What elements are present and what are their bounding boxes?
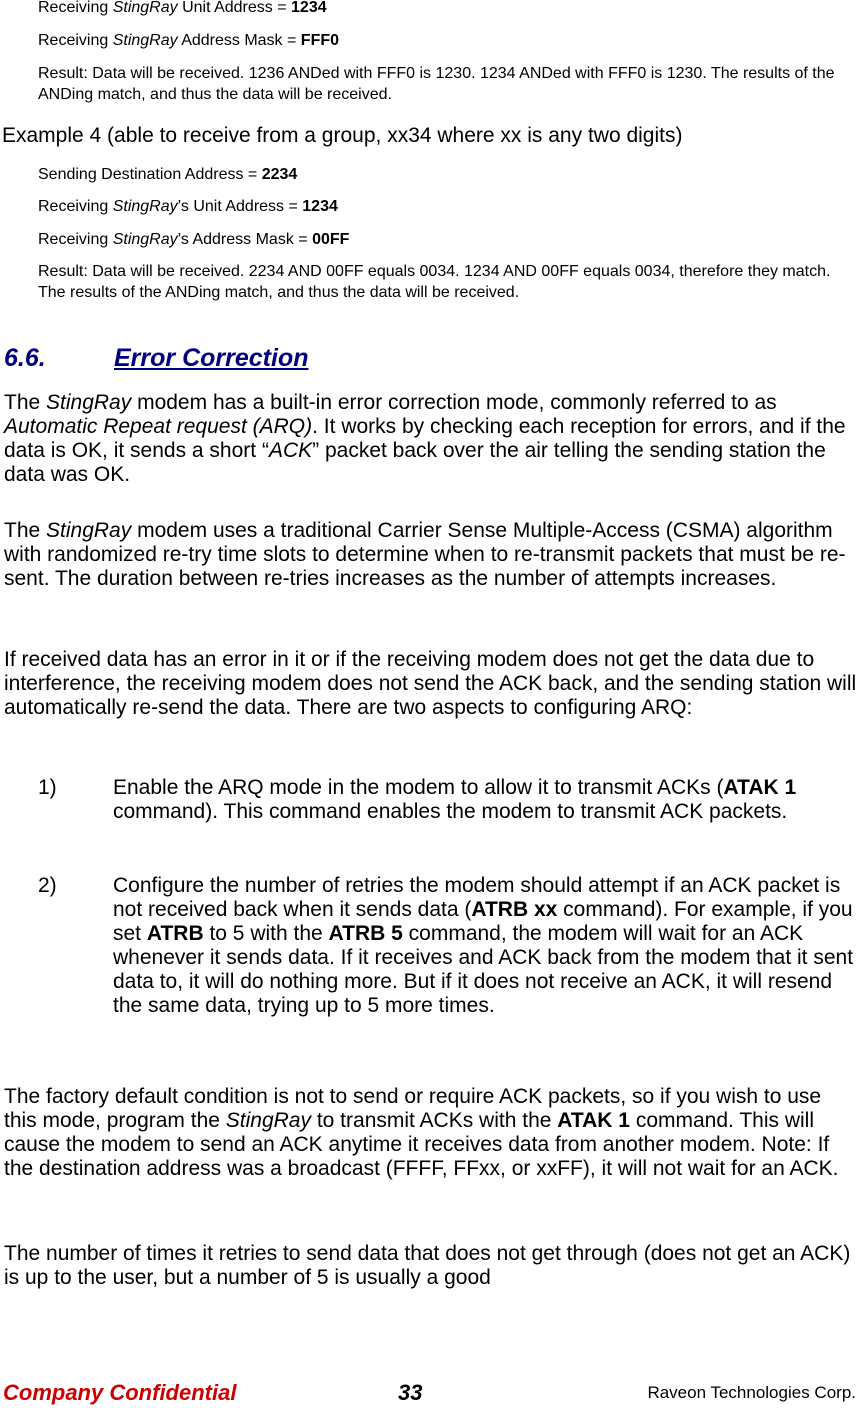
- ex3-address-mask: Receiving StingRay Address Mask = FFF0: [38, 32, 340, 49]
- footer-company: Raveon Technologies Corp.: [647, 1383, 856, 1402]
- list-item: [0, 874, 861, 1018]
- section-heading: [4, 344, 308, 373]
- paragraph-error-handling: If received data has an error in it or if the receiving modem does not get the data due to interference, the receiving modem does not send the ACK back, and the sending station will automatically re-send the data. There are two aspects to configuring ARQ:: [4, 648, 857, 719]
- section-number: 6.6.: [4, 344, 46, 372]
- list-item-number: 1): [38, 776, 57, 799]
- example-4-heading: Example 4 (able to receive from a group, xx34 where xx is any two digits): [2, 124, 683, 147]
- list-item-text: Enable the ARQ mode in the modem to allow it to transmit ACKs (ATAK 1 command). This command enables the modem to transmit ACK packets.: [113, 776, 797, 823]
- ex3-result: Result: Data will be received. 1236 ANDed with FFF0 is 1230. 1234 ANDed with FFF0 is 1230. The results of the ANDing match, and thus the data will be received.: [38, 65, 835, 103]
- page-number: 33: [398, 1380, 423, 1405]
- list-item: [0, 776, 861, 824]
- list-item-number: 2): [38, 874, 57, 897]
- ex4-address-mask: Receiving StingRay’s Address Mask = 00FF: [38, 231, 350, 248]
- ex3-unit-address: Receiving StingRay Unit Address = 1234: [38, 0, 327, 16]
- paragraph-factory-default: The factory default condition is not to send or require ACK packets, so if you wish to use this mode, program the StingRay to transmit ACKs with the ATAK 1 command. This will cause the modem to send an ACK anytime it receives data from another modem. Note: If the destination address was a broadcast (FFFF, FFxx, or xxFF), it will not wait for an ACK.: [4, 1085, 839, 1180]
- paragraph-csma: The StingRay modem uses a traditional Carrier Sense Multiple-Access (CSMA) algorithm with randomized re-try time slots to determine when to re-transmit packets that must be re-sent. The duration between re-tries increases as the number of attempts increases.: [4, 519, 846, 590]
- paragraph-retries: The number of times it retries to send data that does not get through (does not get an ACK) is up to the user, but a number of 5 is usually a good: [4, 1242, 851, 1289]
- footer-confidential: Company Confidential: [3, 1380, 237, 1405]
- section-title: Error Correction: [114, 344, 309, 372]
- ex4-unit-address: Receiving StingRay’s Unit Address = 1234: [38, 198, 338, 215]
- paragraph-arq-intro: The StingRay modem has a built-in error correction mode, commonly referred to as Automatic Repeat request (ARQ). It works by checking each reception for errors, and if the data is OK, it sends a short “ACK” packet back over the air telling the sending station the data was OK.: [4, 391, 846, 486]
- ex4-result: Result: Data will be received. 2234 AND 00FF equals 0034. 1234 AND 00FF equals 0034, therefore they match. The results of the ANDing match, and thus the data will be received.: [38, 263, 831, 301]
- ex4-destination-address: Sending Destination Address = 2234: [38, 166, 298, 183]
- list-item-text: Configure the number of retries the modem should attempt if an ACK packet is not received back when it sends data (ATRB xx command). For example, if you set ATRB to 5 with the ATRB 5 command, the modem will wait for an ACK whenever it sends data. If it receives and ACK back from the modem that it sent data to, it will do nothing more. But if it does not receive an ACK, it will resend the same data, trying up to 5 more times.: [113, 874, 854, 1017]
- page-footer: [0, 1380, 861, 1408]
